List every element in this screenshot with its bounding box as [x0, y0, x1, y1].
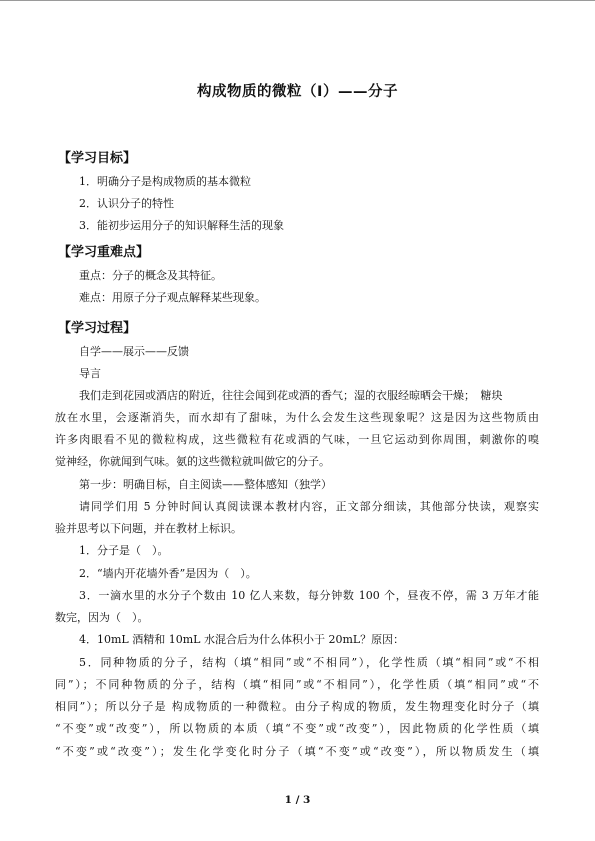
question-item: 1．分子是（ ）。 [79, 544, 169, 557]
question-item: 相同”）；所以分子是 构成物质的一种微粒。由分子构成的物质，发生物理变化时分子（填 [55, 700, 539, 713]
key-point-item: 重点：分子的概念及其特征。 [79, 269, 222, 282]
question-item: 3．一滴水里的水分子个数由 10 亿人来数，每分钟数 100 个，昼夜不停，需 3 万年才能 [79, 589, 539, 602]
question-item: “不变”或“改变”）；发生化学变化时分子（填“不变”或“改变”），所以物质发生（填 [55, 745, 539, 758]
question-item: 5．同种物质的分子，结构（填“相同”或“不相同”），化学性质（填“相同”或“不相 [79, 656, 539, 669]
process-line: 觉神经，你就闻到气味。氨的这些微粒就叫做它的分子。 [55, 455, 330, 468]
question-item: “不变”或“改变”），所以物质的本质（填“不变”或“改变”），因此物质的化学性质（填 [55, 722, 539, 735]
question-item: 同”）；不同种物质的分子，结构（填“相同”或“不相同”），化学性质（填“相同”或“不 [55, 678, 539, 691]
section-heading-key-points: 【学习重难点】 [58, 245, 150, 260]
process-line: 放在水里，会逐渐消失，而水却有了甜味，为什么会发生这些现象呢？这是因为这些物质由 [55, 411, 539, 424]
page-title: 构成物质的微粒（Ⅰ）——分子 [197, 84, 398, 100]
process-line: 第一步：明确目标，自主阅读——整体感知（独学） [79, 478, 332, 491]
question-item: 2．“墙内开花墙外香”是因为（ ）。 [79, 567, 257, 580]
process-line: 验并思考以下问题，并在教材上标识。 [55, 522, 242, 535]
page-top-rule [0, 0, 595, 1]
section-heading-goals: 【学习目标】 [58, 151, 137, 166]
process-line: 导言 [79, 367, 101, 380]
process-line: 自学——展示——反馈 [79, 345, 189, 358]
process-line: 许多肉眼看不见的微粒构成，这些微粒有花或酒的气味，一旦它运动到你周围，刺激你的嗅 [55, 433, 539, 446]
process-line: 请同学们用 5 分钟时间认真阅读课本教材内容，正文部分细读，其他部分快读，观察实 [79, 500, 539, 513]
difficult-point-item: 难点：用原子分子观点解释某些现象。 [79, 291, 266, 304]
section-heading-process: 【学习过程】 [58, 321, 137, 336]
process-line: 我们走到花园或酒店的附近，往往会闻到花或酒的香气；湿的衣服经晾晒会干燥； 糖块 [79, 389, 503, 402]
question-item: 4．10mL 酒精和 10mL 水混合后为什么体积小于 20mL？原因： [79, 633, 405, 646]
goal-item-3: 3．能初步运用分子的知识解释生活的现象 [79, 219, 284, 232]
question-item: 数完，因为（ ）。 [55, 611, 149, 624]
goal-item-1: 1．明确分子是构成物质的基本微粒 [79, 175, 251, 188]
goal-item-2: 2．认识分子的特性 [79, 197, 174, 210]
page-number: 1 / 3 [284, 794, 311, 806]
